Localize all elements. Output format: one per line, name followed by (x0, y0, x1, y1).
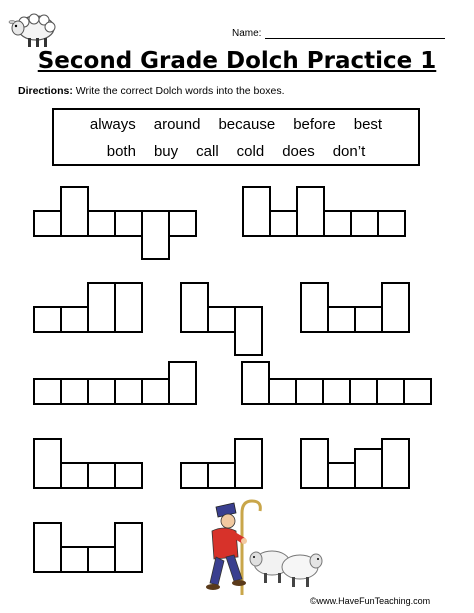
letter-box[interactable] (296, 186, 325, 237)
letter-box[interactable] (60, 306, 89, 333)
letter-box[interactable] (234, 438, 263, 489)
letter-box[interactable] (327, 306, 356, 333)
letter-box[interactable] (349, 378, 378, 405)
sheep-icon (6, 8, 68, 50)
word-bank-word: call (196, 143, 219, 160)
letter-box[interactable] (33, 306, 62, 333)
letter-box[interactable] (114, 210, 143, 237)
letter-box[interactable] (403, 378, 432, 405)
page-title: Second Grade Dolch Practice 1 (37, 48, 437, 74)
word-bank-word: best (353, 116, 383, 133)
word-bank-word: buy (153, 143, 179, 160)
letter-box[interactable] (87, 378, 116, 405)
letter-box[interactable] (381, 438, 410, 489)
word-bank-word: before (293, 116, 336, 133)
letter-box[interactable] (87, 282, 116, 333)
word-bank-row-2 (54, 143, 418, 160)
name-input-line[interactable] (265, 38, 445, 39)
letter-box[interactable] (141, 210, 170, 260)
letter-box[interactable] (350, 210, 379, 237)
word-bank-word: because (218, 116, 276, 133)
letter-box[interactable] (207, 306, 236, 333)
word-bank-word: cold (236, 143, 265, 160)
letter-box[interactable] (381, 282, 410, 333)
name-label: Name: (232, 28, 262, 39)
letter-box[interactable] (33, 522, 62, 573)
letter-box[interactable] (33, 438, 62, 489)
letter-box[interactable] (300, 282, 329, 333)
letter-box[interactable] (354, 448, 383, 489)
letter-box[interactable] (114, 282, 143, 333)
letter-box[interactable] (234, 306, 263, 356)
shepherd-with-sheep-illustration (180, 495, 330, 600)
directions (18, 85, 285, 97)
letter-box[interactable] (60, 378, 89, 405)
letter-box[interactable] (322, 378, 351, 405)
letter-box[interactable] (323, 210, 352, 237)
word-bank-word: does (282, 143, 315, 160)
letter-box[interactable] (114, 378, 143, 405)
letter-box[interactable] (141, 378, 170, 405)
word-bank-word: don’t (332, 143, 366, 160)
directions-text: Write the correct Dolch words into the boxes. (72, 85, 285, 97)
letter-box[interactable] (300, 438, 329, 489)
letter-box[interactable] (87, 546, 116, 573)
letter-box[interactable] (354, 306, 383, 333)
letter-box[interactable] (60, 186, 89, 237)
letter-box[interactable] (180, 462, 209, 489)
letter-box[interactable] (207, 462, 236, 489)
word-bank-row-1 (54, 116, 418, 133)
letter-box[interactable] (295, 378, 324, 405)
word-bank-word: always (89, 116, 136, 133)
letter-box[interactable] (268, 378, 297, 405)
letter-box[interactable] (87, 210, 116, 237)
letter-box[interactable] (168, 361, 197, 405)
letter-box[interactable] (242, 186, 271, 237)
word-bank-word: around (153, 116, 201, 133)
letter-box[interactable] (60, 462, 89, 489)
word-bank (52, 108, 420, 166)
letter-box[interactable] (241, 361, 270, 405)
letter-box[interactable] (114, 462, 143, 489)
letter-box[interactable] (114, 522, 143, 573)
copyright-footer: ©www.HaveFunTeaching.com (310, 596, 431, 606)
letter-box[interactable] (377, 210, 406, 237)
letter-box[interactable] (60, 546, 89, 573)
letter-box[interactable] (269, 210, 298, 237)
letter-box[interactable] (33, 378, 62, 405)
letter-box[interactable] (180, 282, 209, 333)
directions-label: Directions: (18, 85, 73, 97)
letter-box[interactable] (87, 462, 116, 489)
letter-box[interactable] (327, 462, 356, 489)
word-bank-word: both (106, 143, 136, 160)
letter-box[interactable] (376, 378, 405, 405)
letter-box[interactable] (168, 210, 197, 237)
letter-box[interactable] (33, 210, 62, 237)
